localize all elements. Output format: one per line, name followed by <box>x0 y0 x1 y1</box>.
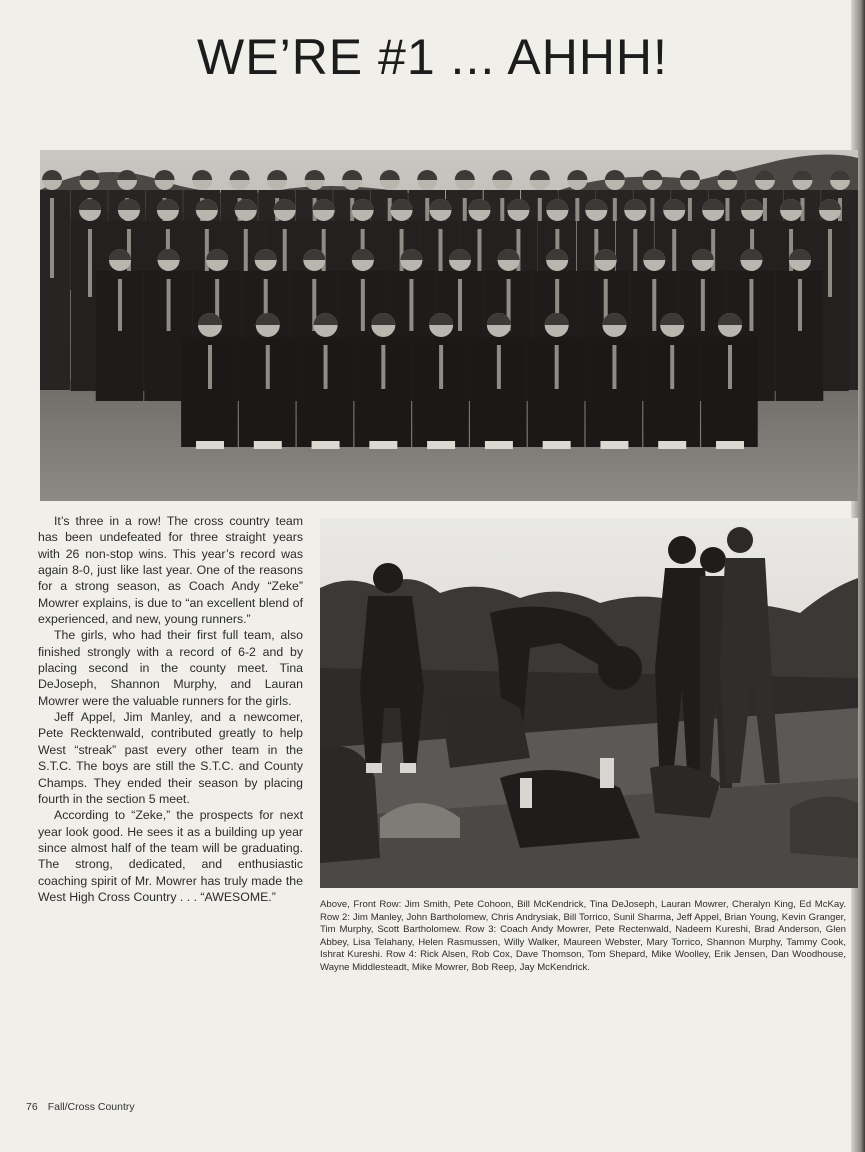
jacket-zipper <box>439 345 443 389</box>
jacket-zipper <box>497 345 501 389</box>
jacket-zipper <box>798 279 802 331</box>
jacket-zipper <box>728 345 732 389</box>
section-label: Fall/Cross Country <box>47 1101 135 1113</box>
team-photo-illustration <box>40 150 858 501</box>
team-group-photo <box>40 150 858 501</box>
jacket-zipper <box>409 279 413 331</box>
page-number: 76 <box>26 1101 38 1113</box>
jacket-zipper <box>324 345 328 389</box>
jacket-zipper <box>749 279 753 331</box>
photo-caption: Above, Front Row: Jim Smith, Pete Cohoon, Bill McKendrick, Tina DeJoseph, Lauran Mowrer, Cheralyn King, Ed McKay. Row 2: Jim Manley, John Bartholomew, Chris Andrysiak, Bill Torrico, Sunil Sharma, Jeff Appel, Brian Young, Kevin Granger, Tim Murphy, Scott Bartholomew. Row 3: Coach Andy Mowrer, Pete Rectenwald, Nadeem Kureshi, Brad Anderson, Glen Abbey, Lisa Telahany, Helen Rasmussen, Willy Walker, Maureen Webster, Mary Torrico, Shannon Murphy, Tammy Cook, Ishrat Kureshi. Row 4: Rick Alsen, Rob Cox, Dave Thomson, Tom Shepard, Mike Woolley, Erik Jensen, Dan Woodhouse, Wayne Middlesteadt, Mike Mowrer, Bob Reep, Jay McKendrick. <box>320 899 846 973</box>
runner-shoes <box>716 441 744 449</box>
runners-action-photo <box>320 518 858 888</box>
runner-shoes <box>543 441 571 449</box>
jacket-zipper <box>88 229 92 297</box>
runner-shoes <box>369 441 397 449</box>
runner-shoes <box>312 441 340 449</box>
runner-shoes <box>254 441 282 449</box>
jacket-zipper <box>612 345 616 389</box>
article-paragraph-3: Jeff Appel, Jim Manley, and a newcomer, Pete Recktenwald, contributed greatly to help West “streak” past every other team in the S.T.C. The boys are still the S.T.C. and County Champs. They ended their season by placing fourth in the section 5 meet. <box>38 710 303 806</box>
jacket-zipper <box>701 279 705 331</box>
jacket-zipper <box>167 279 171 331</box>
jacket-zipper <box>381 345 385 389</box>
jacket-zipper <box>458 279 462 331</box>
jacket-zipper <box>652 279 656 331</box>
jacket-zipper <box>555 345 559 389</box>
jacket-zipper <box>361 279 365 331</box>
page-folio <box>26 1101 145 1113</box>
jacket-zipper <box>670 345 674 389</box>
article-paragraph-1: It’s three in a row! The cross country team has been undefeated for three straight years with 26 non-stop wins. This year’s record was again 8-0, just like last year. One of the reasons for a strong season, as Coach Andy “Zeke” Mowrer explains, is due to “an excellent blend of experienced, and new, young runners.” <box>38 514 303 627</box>
jacket-zipper <box>118 279 122 331</box>
jacket-zipper <box>208 345 212 389</box>
jacket-zipper <box>50 198 54 278</box>
jacket-zipper <box>828 229 832 297</box>
runner-shoes <box>658 441 686 449</box>
action-photo-illustration <box>320 518 858 888</box>
article-paragraph-2: The girls, who had their first full team, also finished strongly with a record of 6-2 and by placing second in the county meet. Tina DeJoseph, Shannon Murphy, and Lauran Mowrer were the valuable runners for the girls. <box>38 628 303 708</box>
article-paragraph-4: According to “Zeke,” the prospects for next year look good. He sees it as a building up year since almost half of the team will be graduating. The strong, dedicated, and enthusiastic coaching spirit of Mr. Mowrer has truly made the West High Cross Country . . . “AWESOME.” <box>38 808 303 904</box>
runner-shoes <box>485 441 513 449</box>
runner-shoes <box>600 441 628 449</box>
runner-shoes <box>427 441 455 449</box>
runner-shoes <box>196 441 224 449</box>
page-headline: WE’RE #1 ... AHHH! <box>197 29 668 85</box>
jacket-zipper <box>266 345 270 389</box>
article-body <box>38 513 303 905</box>
runner-jacket <box>40 190 70 390</box>
